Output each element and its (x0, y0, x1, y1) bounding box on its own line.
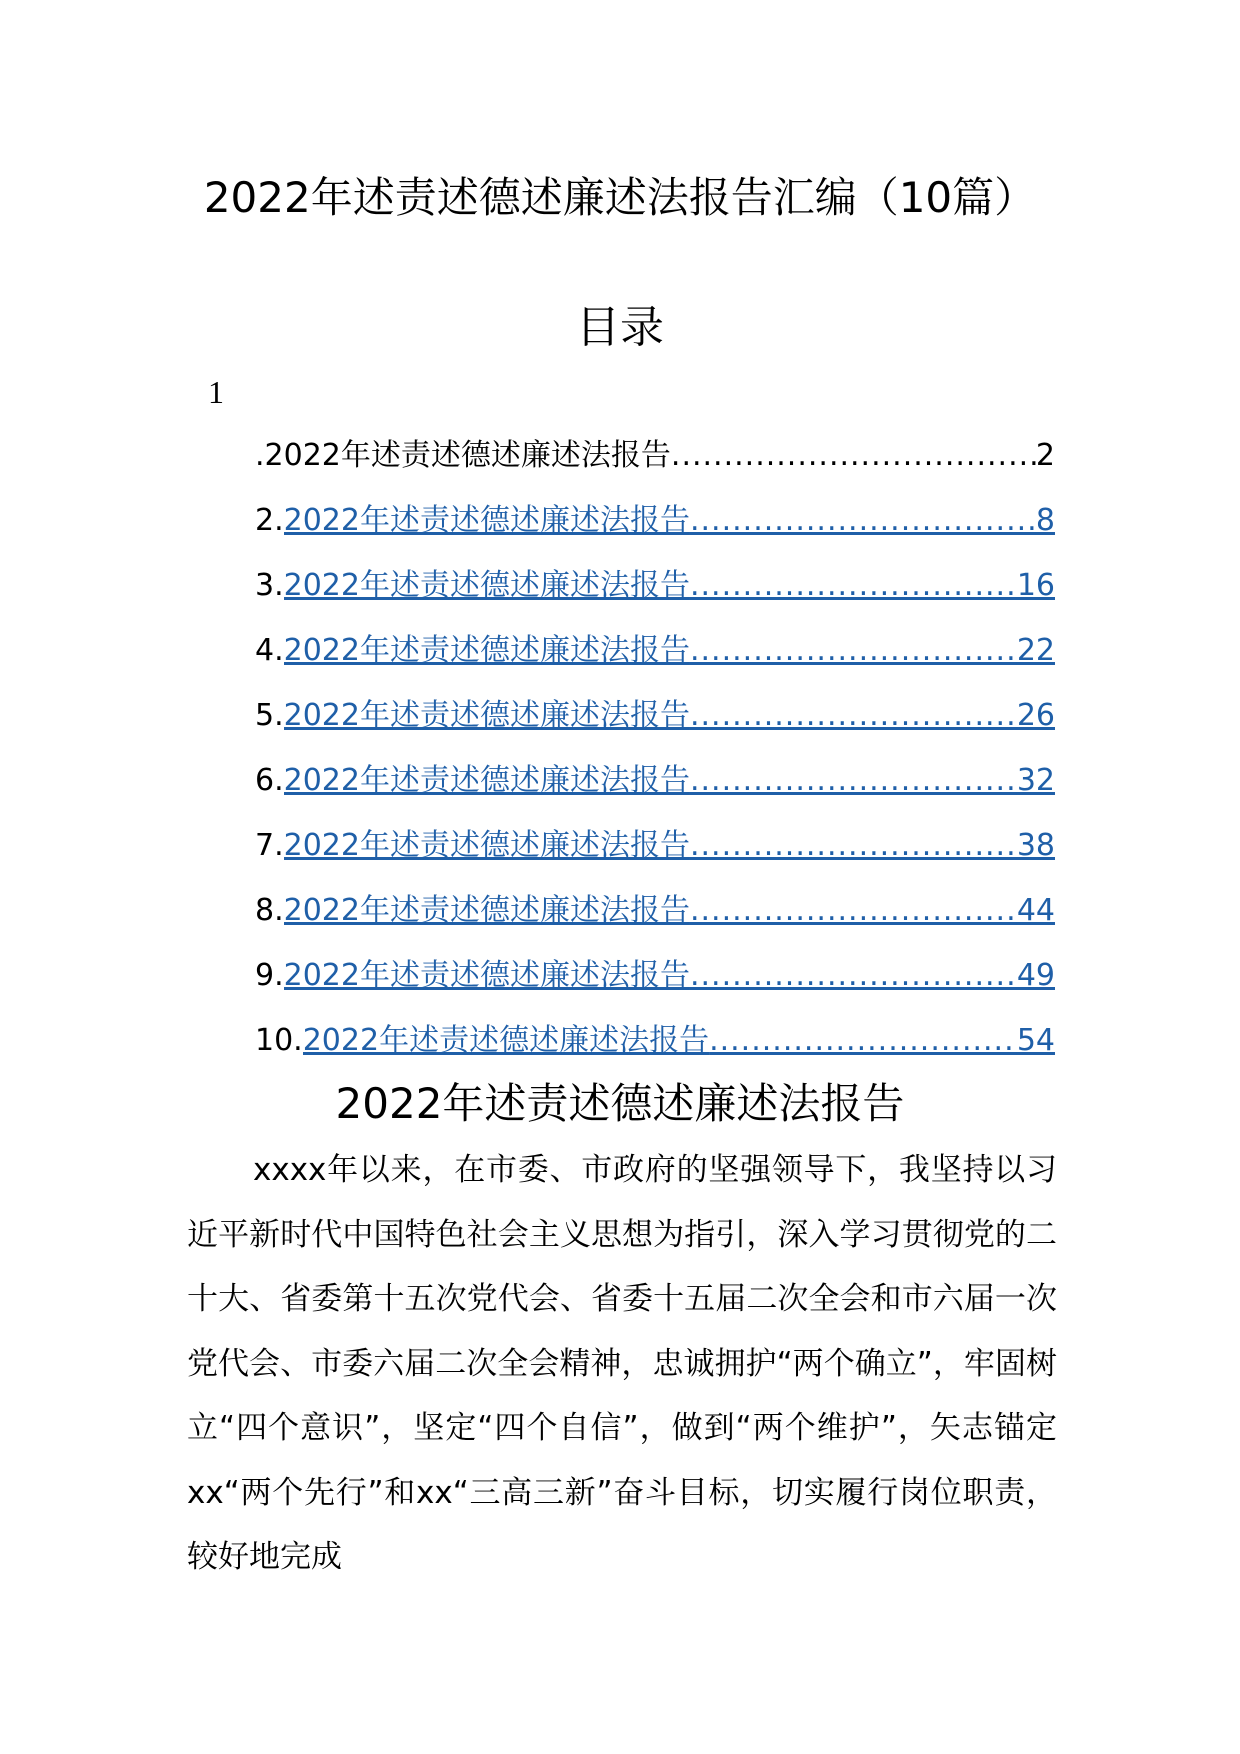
toc-item-page: 2 (1035, 438, 1055, 473)
toc-leader-dots (709, 1017, 1017, 1065)
toc-item-page: 26 (1016, 698, 1055, 733)
toc-leader-dots (690, 952, 1017, 1000)
toc-item-number: 6. (255, 763, 284, 798)
toc-leader-dots (671, 432, 1036, 480)
toc-item-title: 2022年述责述德述廉述法报告 (283, 763, 690, 798)
toc-item-title: 2022年述责述德述廉述法报告 (283, 958, 690, 993)
toc-item-number: 7. (255, 828, 284, 863)
toc-item-number: 2. (255, 503, 284, 538)
toc-item (255, 887, 1055, 952)
toc-link[interactable] (284, 757, 1055, 805)
toc-item-page: 16 (1016, 568, 1055, 603)
section-title: 2022年述责述德述廉述法报告 (335, 1079, 905, 1128)
toc-item-number: 3. (255, 568, 284, 603)
toc-item (255, 497, 1055, 562)
toc-leader-dots (690, 692, 1017, 740)
toc-item (255, 692, 1055, 757)
toc-link[interactable] (284, 952, 1055, 1000)
toc-item-title: 2022年述责述德述廉述法报告 (302, 1023, 710, 1058)
toc-leader-dots (690, 887, 1017, 935)
toc-link[interactable] (284, 627, 1055, 675)
toc-item-page: 49 (1016, 958, 1055, 993)
toc-item-number: 5. (255, 698, 284, 733)
table-of-contents (255, 432, 1055, 1082)
toc-item-number: 10. (255, 1023, 303, 1058)
toc-item-title: 2022年述责述德述廉述法报告 (283, 698, 690, 733)
toc-item (255, 952, 1055, 1017)
toc-leader-dots (690, 562, 1017, 610)
toc-item-page: 54 (1016, 1023, 1055, 1058)
toc-link[interactable] (265, 432, 1055, 480)
toc-item-page: 8 (1035, 503, 1055, 538)
toc-leader-dots (690, 757, 1017, 805)
toc-item-page: 38 (1016, 828, 1055, 863)
toc-link[interactable] (284, 497, 1055, 545)
toc-item-title: 2022年述责述德述廉述法报告 (283, 633, 690, 668)
toc-item-title: 2022年述责述德述廉述法报告 (283, 503, 690, 538)
toc-leader-dots (690, 822, 1017, 870)
toc-item-number: 8. (255, 893, 284, 928)
toc-item-title: 2022年述责述德述廉述法报告 (264, 438, 671, 473)
toc-item-title: 2022年述责述德述廉述法报告 (283, 568, 690, 603)
document-title: 2022年述责述德述廉述法报告汇编（10篇） (203, 173, 1037, 222)
toc-item-title: 2022年述责述德述廉述法报告 (283, 893, 690, 928)
toc-link[interactable] (284, 822, 1055, 870)
toc-link[interactable] (303, 1017, 1055, 1065)
stray-page-number: 1 (208, 374, 224, 410)
toc-item (255, 1017, 1055, 1082)
toc-heading: 目录 (576, 302, 664, 353)
toc-item-page: 32 (1016, 763, 1055, 798)
toc-leader-dots (690, 627, 1017, 675)
toc-item (255, 432, 1055, 497)
toc-item-number: 9. (255, 958, 284, 993)
toc-leader-dots (690, 497, 1036, 545)
toc-item (255, 757, 1055, 822)
toc-link[interactable] (284, 887, 1055, 935)
toc-item (255, 822, 1055, 887)
toc-link[interactable] (284, 692, 1055, 740)
body-paragraph: xxxx年以来，在市委、市政府的坚强领导下，我坚持以习近平新时代中国特色社会主义思想为指引，深入学习贯彻党的二十大、省委第十五次党代会、省委十五届二次全会和市六届一次党代会、市委六届二次全会精神，忠诚拥护“两个确立”，牢固树立“四个意识”，坚定“四个自信”，做到“两个维护”，矢志锚定xx“两个先行”和xx“三高三新”奋斗目标，切实履行岗位职责，较好地完成 (187, 1152, 1057, 1575)
toc-item (255, 627, 1055, 692)
toc-item-number: 4. (255, 633, 284, 668)
toc-link[interactable] (284, 562, 1055, 610)
toc-item-page: 22 (1016, 633, 1055, 668)
toc-item-page: 44 (1016, 893, 1055, 928)
toc-item-number: . (255, 438, 265, 473)
toc-item (255, 562, 1055, 627)
toc-item-title: 2022年述责述德述廉述法报告 (283, 828, 690, 863)
